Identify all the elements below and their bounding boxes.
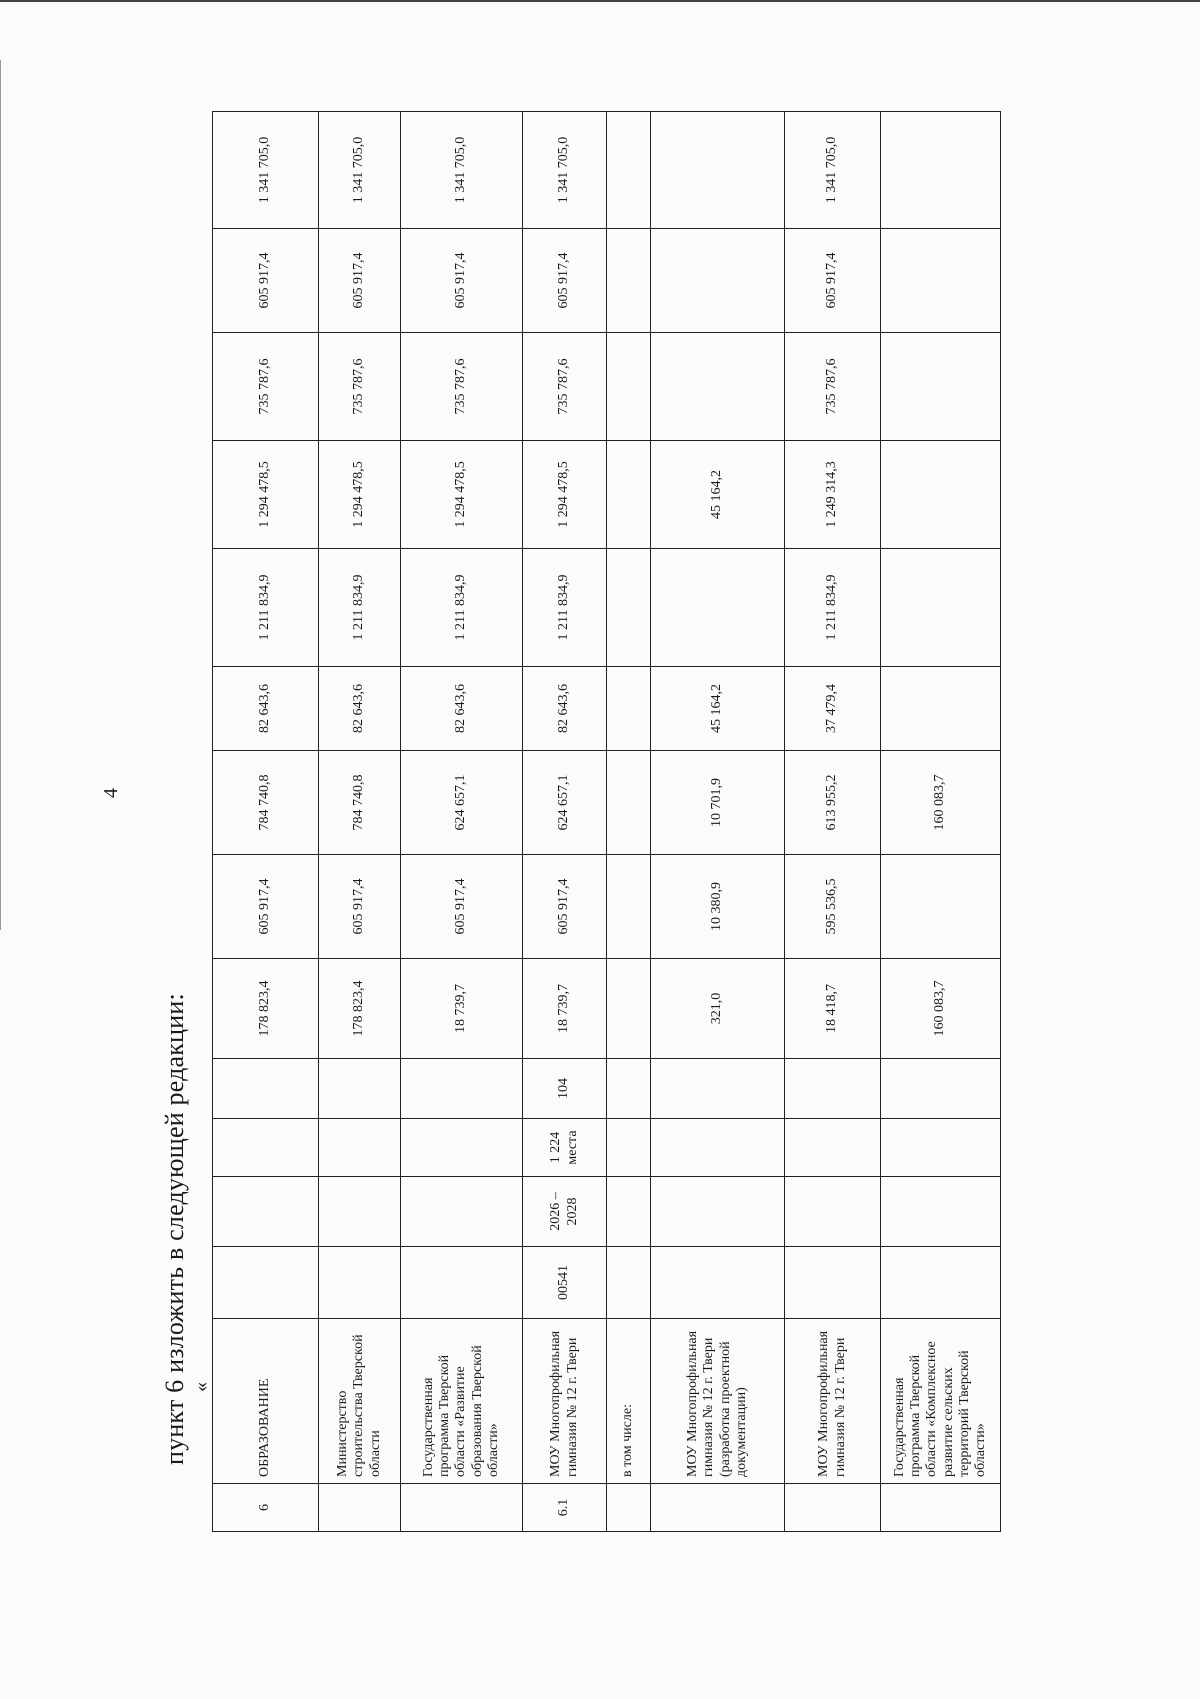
cell-v6: 1 249 314,3 [785,441,881,549]
cell-no [607,1484,651,1532]
cell-capacity [881,1119,1001,1177]
cell-name: МОУ Многопрофильная гимназия № 12 г. Твери [785,1319,881,1484]
scan-top-edge [0,0,1200,2]
cell-capacity [651,1119,785,1177]
cell-v3: 160 083,7 [881,751,1001,855]
cell-v6: 1 294 478,5 [401,441,523,549]
cell-v1: 18 739,7 [401,959,523,1059]
cell-capacity: 1 224 места [523,1119,607,1177]
cell-name: Министерство строительства Тверской области [319,1319,401,1484]
cell-v8: 605 917,4 [401,229,523,333]
cell-measure [785,1059,881,1119]
cell-measure [319,1059,401,1119]
cell-name: МОУ Многопрофильная гимназия № 12 г. Твери [523,1319,607,1484]
cell-v6: 1 294 478,5 [213,441,319,549]
cell-name: в том числе: [607,1319,651,1484]
table-row [401,112,523,1532]
cell-no [401,1484,523,1532]
cell-v1: 178 823,4 [213,959,319,1059]
cell-v2: 605 917,4 [401,855,523,959]
cell-code [881,1247,1001,1319]
cell-v9 [607,112,651,229]
cell-v9: 1 341 705,0 [401,112,523,229]
cell-code [607,1247,651,1319]
cell-v3: 784 740,8 [213,751,319,855]
cell-v7 [881,333,1001,441]
cell-v2: 10 380,9 [651,855,785,959]
budget-table [212,111,1001,1532]
cell-v4: 82 643,6 [401,667,523,751]
cell-v9: 1 341 705,0 [523,112,607,229]
cell-v9: 1 341 705,0 [213,112,319,229]
cell-v1: 178 823,4 [319,959,401,1059]
cell-v5: 1 211 834,9 [319,549,401,667]
rotated-page [100,85,1200,1570]
table-row [213,112,319,1532]
cell-v7: 735 787,6 [319,333,401,441]
cell-v4: 82 643,6 [213,667,319,751]
cell-measure [651,1059,785,1119]
cell-v9 [881,112,1001,229]
cell-capacity [607,1119,651,1177]
cell-name: Государственная программа Тверской области «Комплексное развитие сельских территорий Тверской области» [881,1319,1001,1484]
cell-v4: 82 643,6 [523,667,607,751]
cell-v9: 1 341 705,0 [785,112,881,229]
table-row [785,112,881,1532]
cell-v1: 18 739,7 [523,959,607,1059]
cell-v1: 321,0 [651,959,785,1059]
cell-v8: 605 917,4 [213,229,319,333]
cell-v6 [607,441,651,549]
cell-v7 [607,333,651,441]
cell-code [651,1247,785,1319]
cell-no [651,1484,785,1532]
cell-v2: 595 536,5 [785,855,881,959]
cell-no [881,1484,1001,1532]
page-heading: пункт 6 изложить в следующей редакции: [160,993,189,1465]
cell-code: 00541 [523,1247,607,1319]
cell-v4: 37 479,4 [785,667,881,751]
cell-v8: 605 917,4 [523,229,607,333]
cell-years [785,1177,881,1247]
cell-measure [607,1059,651,1119]
cell-v6: 45 164,2 [651,441,785,549]
cell-name: МОУ Многопрофильная гимназия № 12 г. Твери (разработка проектной документации) [651,1319,785,1484]
cell-years [881,1177,1001,1247]
page-number: 4 [100,788,122,798]
cell-v6: 1 294 478,5 [523,441,607,549]
cell-v8: 605 917,4 [319,229,401,333]
cell-v8 [651,229,785,333]
cell-v5 [651,549,785,667]
scan-left-edge [0,60,1,930]
table-row [607,112,651,1532]
cell-v3: 784 740,8 [319,751,401,855]
cell-v4: 45 164,2 [651,667,785,751]
cell-v3: 624 657,1 [401,751,523,855]
cell-no: 6.1 [523,1484,607,1532]
cell-v2: 605 917,4 [523,855,607,959]
cell-code [319,1247,401,1319]
cell-name: Государственная программа Тверской области «Развитие образования Тверской области» [401,1319,523,1484]
cell-years [213,1177,319,1247]
cell-v5 [881,549,1001,667]
cell-v2 [607,855,651,959]
cell-v6 [881,441,1001,549]
cell-years: 2026 – 2028 [523,1177,607,1247]
cell-capacity [401,1119,523,1177]
cell-v2: 605 917,4 [213,855,319,959]
cell-v2: 605 917,4 [319,855,401,959]
cell-v4 [881,667,1001,751]
cell-v3: 10 701,9 [651,751,785,855]
cell-v4 [607,667,651,751]
cell-measure [401,1059,523,1119]
cell-code [213,1247,319,1319]
cell-name: ОБРАЗОВАНИЕ [213,1319,319,1484]
cell-v7: 735 787,6 [523,333,607,441]
table-row [881,112,1001,1532]
cell-measure [213,1059,319,1119]
cell-capacity [213,1119,319,1177]
cell-no [319,1484,401,1532]
cell-v7: 735 787,6 [785,333,881,441]
cell-code [785,1247,881,1319]
cell-v6: 1 294 478,5 [319,441,401,549]
cell-v5: 1 211 834,9 [213,549,319,667]
cell-v8 [607,229,651,333]
cell-years [651,1177,785,1247]
cell-v4: 82 643,6 [319,667,401,751]
table-row [523,112,607,1532]
table-row [319,112,401,1532]
cell-no: 6 [213,1484,319,1532]
cell-v8 [881,229,1001,333]
table-row [651,112,785,1532]
cell-years [607,1177,651,1247]
cell-v3: 624 657,1 [523,751,607,855]
cell-v2 [881,855,1001,959]
cell-v3 [607,751,651,855]
cell-v7: 735 787,6 [401,333,523,441]
cell-v1: 160 083,7 [881,959,1001,1059]
cell-capacity [319,1119,401,1177]
cell-v9 [651,112,785,229]
opening-quote: « [190,1382,212,1392]
cell-v5: 1 211 834,9 [523,549,607,667]
cell-v1 [607,959,651,1059]
cell-capacity [785,1119,881,1177]
cell-v7: 735 787,6 [213,333,319,441]
cell-years [401,1177,523,1247]
cell-v5: 1 211 834,9 [401,549,523,667]
cell-code [401,1247,523,1319]
cell-v5: 1 211 834,9 [785,549,881,667]
cell-v7 [651,333,785,441]
cell-v9: 1 341 705,0 [319,112,401,229]
cell-v1: 18 418,7 [785,959,881,1059]
cell-measure: 104 [523,1059,607,1119]
cell-v5 [607,549,651,667]
cell-v8: 605 917,4 [785,229,881,333]
cell-measure [881,1059,1001,1119]
cell-no [785,1484,881,1532]
cell-v3: 613 955,2 [785,751,881,855]
cell-years [319,1177,401,1247]
